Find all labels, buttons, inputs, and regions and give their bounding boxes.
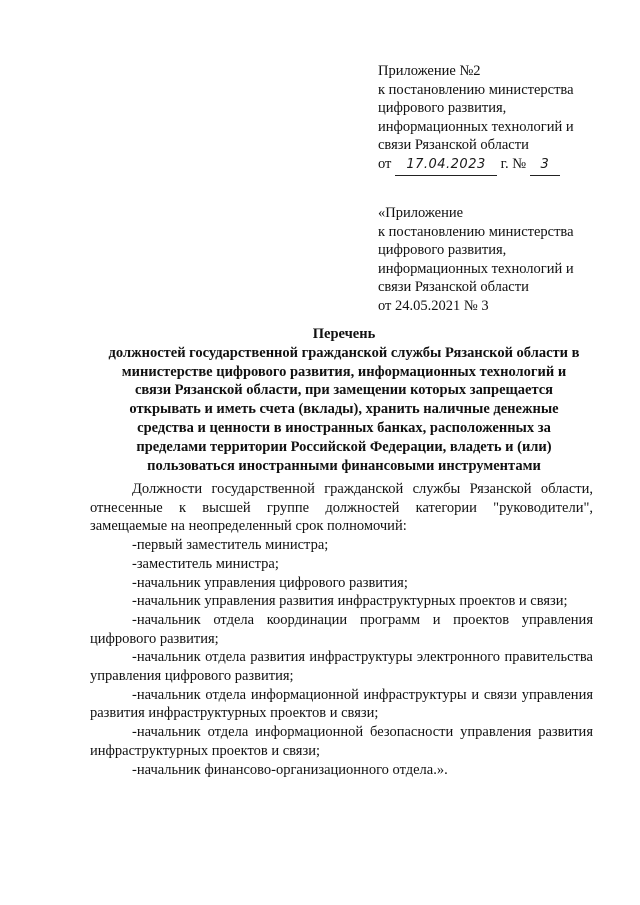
annex-line: связи Рязанской области bbox=[378, 137, 529, 154]
list-item: -начальник отдела координации программ и проектов управления цифрового развития; bbox=[90, 611, 593, 647]
annex-line: связи Рязанской области bbox=[378, 279, 529, 296]
list-item: -начальник финансово-организационного отдела.». bbox=[132, 761, 448, 778]
title-line: средства и ценности в иностранных банках, расположенных за bbox=[137, 419, 551, 436]
document-title bbox=[84, 325, 604, 475]
date-prefix: от bbox=[378, 155, 392, 172]
annex-line: цифрового развития, bbox=[378, 100, 507, 117]
annex-line: к постановлению министерства bbox=[378, 81, 574, 98]
annex-line: от 24.05.2021 № 3 bbox=[378, 297, 489, 314]
title-line: должностей государственной гражданской службы Рязанской области в bbox=[108, 344, 580, 361]
document-body bbox=[90, 480, 593, 779]
list-item: -заместитель министра; bbox=[132, 555, 279, 572]
title-line: пределами территории Российской Федерации, владеть и (или) bbox=[136, 438, 552, 455]
list-item: -начальник отдела информационной инфраструктуры и связи управления развития инфраструктурных проектов и связи; bbox=[90, 686, 593, 722]
title-line: связи Рязанской области, при замещении которых запрещается bbox=[134, 382, 554, 399]
annex-line: цифрового развития, bbox=[378, 242, 507, 259]
annex-date-line bbox=[378, 155, 618, 176]
number-prefix: г. № bbox=[500, 155, 527, 172]
list-item: -начальник отдела развития инфраструктуры электронного правительства управления цифрового развития; bbox=[90, 649, 593, 685]
annex-line: информационных технологий и bbox=[378, 260, 574, 277]
annex-line: «Приложение bbox=[378, 205, 464, 221]
annex-line: к постановлению министерства bbox=[378, 223, 574, 240]
list-item: -начальник управления развития инфраструктурных проектов и связи; bbox=[132, 593, 568, 610]
list-item: -начальник отдела информационной безопасности управления развития инфраструктурных проектов и связи; bbox=[90, 724, 593, 759]
annex-header-original bbox=[378, 204, 618, 316]
title-line: пользоваться иностранными финансовыми инструментами bbox=[147, 457, 541, 474]
annex-line: Приложение №2 bbox=[378, 63, 481, 79]
intro-paragraph: Должности государственной гражданской службы Рязанской области, отнесенные к высшей группе должностей категории "руководители", замещаемые на неопределенный срок полномочий: bbox=[90, 481, 593, 535]
annex-header-current bbox=[378, 62, 618, 176]
title-heading: Перечень bbox=[312, 326, 376, 342]
list-item: -первый заместитель министра; bbox=[132, 537, 329, 554]
annex-line: информационных технологий и bbox=[378, 118, 574, 135]
title-line: открывать и иметь счета (вклады), хранить наличные денежные bbox=[129, 401, 559, 418]
list-item: -начальник управления цифрового развития; bbox=[132, 574, 408, 591]
title-line: министерстве цифрового развития, информационных технологий и bbox=[121, 363, 567, 380]
handwritten-date: 17.04.2023 bbox=[395, 156, 497, 176]
handwritten-number: 3 bbox=[530, 156, 560, 176]
